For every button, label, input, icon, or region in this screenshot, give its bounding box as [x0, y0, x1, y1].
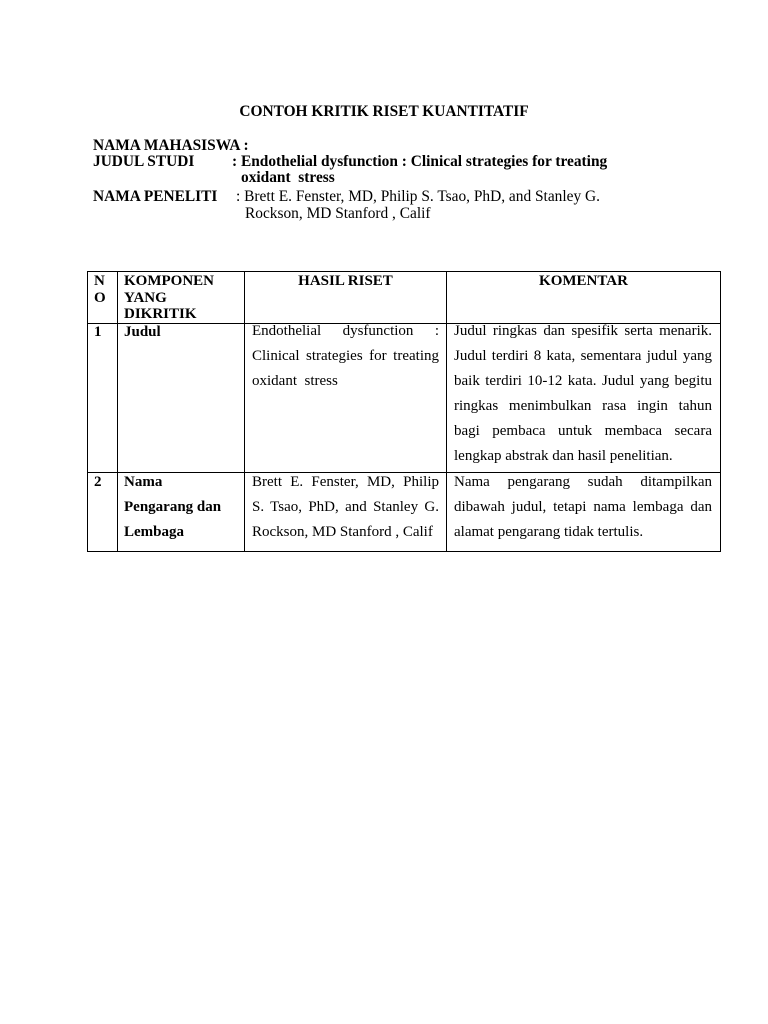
header-cell-komentar [446, 271, 721, 324]
hasil-text [252, 470, 439, 545]
cell-komponen [117, 323, 245, 473]
table-row [87, 472, 721, 552]
nama-mahasiswa-label: NAMA MAHASISWA : [93, 137, 249, 154]
komponen-line: Lembaga [124, 524, 184, 540]
hasil-line: Brett E. Fenster, MD, Philip [252, 474, 439, 490]
header-komponen-line: YANG [124, 289, 167, 306]
header-komponen-line: KOMPONEN [124, 273, 214, 289]
table-header-row [87, 271, 721, 324]
komponen-line: Pengarang dan [124, 499, 222, 515]
komponen-text [124, 470, 221, 545]
komentar-line: dibawah judul, tetapi nama lembaga dan [454, 499, 712, 515]
cell-hasil [244, 323, 447, 473]
cell-komponen [117, 472, 245, 552]
hasil-text [252, 319, 439, 394]
row-number: 1 [94, 324, 102, 340]
header-cell-no [87, 271, 118, 324]
hasil-line: Clinical strategies for treating [252, 348, 439, 364]
critique-table [87, 271, 721, 552]
hasil-line: S. Tsao, PhD, and Stanley G. [252, 499, 439, 515]
judul-studi-value-line: : Endothelial dysfunction : Clinical strategies for treating [232, 153, 608, 170]
hasil-line: Rockson, MD Stanford , Calif [252, 524, 433, 540]
header-cell-hasil [244, 271, 447, 324]
cell-komentar [446, 472, 721, 552]
komentar-text [454, 319, 712, 469]
hasil-line: oxidant stress [252, 373, 338, 389]
cell-hasil [244, 472, 447, 552]
header-no-text [94, 273, 106, 306]
komentar-line: baik terdiri 10-12 kata. Judul yang begitu [454, 373, 712, 389]
judul-studi-label: JUDUL STUDI [93, 153, 195, 170]
komentar-line: Nama pengarang sudah ditampilkan [454, 474, 712, 490]
header-komentar-text: KOMENTAR [539, 273, 628, 289]
komentar-line: ringkas menimbulkan rasa ingin tahun [454, 398, 712, 414]
komponen-line: Nama [124, 474, 163, 490]
judul-studi-value-line: oxidant stress [241, 169, 335, 186]
header-no-line: N [94, 273, 105, 289]
table-row [87, 323, 721, 473]
komponen-line: Judul [124, 324, 161, 340]
cell-no [87, 323, 118, 473]
nama-peneliti-value-line: Rockson, MD Stanford , Calif [245, 205, 431, 222]
komentar-line: Judul ringkas dan spesifik serta menarik. [454, 323, 712, 339]
header-komponen-line: DIKRITIK [124, 306, 197, 322]
komentar-line: bagi pembaca untuk membaca secara [454, 423, 712, 439]
nama-peneliti-value-line: : Brett E. Fenster, MD, Philip S. Tsao, PhD, and Stanley G. [236, 188, 600, 205]
header-no-line: O [94, 289, 106, 306]
row-number: 2 [94, 474, 102, 490]
komponen-text [124, 320, 161, 345]
komentar-line: Judul terdiri 8 kata, sementara judul yang [454, 348, 712, 364]
nama-peneliti-label: NAMA PENELITI [93, 188, 218, 205]
header-komponen-text [124, 273, 214, 323]
document-title: CONTOH KRITIK RISET KUANTITATIF [239, 103, 529, 120]
header-hasil-text: HASIL RISET [298, 273, 393, 289]
cell-no [87, 472, 118, 552]
komentar-text [454, 470, 712, 545]
hasil-line: Endothelial dysfunction : [252, 323, 439, 339]
komentar-line: lengkap abstrak dan hasil penelitian. [454, 448, 673, 464]
komentar-line: alamat pengarang tidak tertulis. [454, 524, 644, 540]
cell-komentar [446, 323, 721, 473]
header-cell-komponen [117, 271, 245, 324]
